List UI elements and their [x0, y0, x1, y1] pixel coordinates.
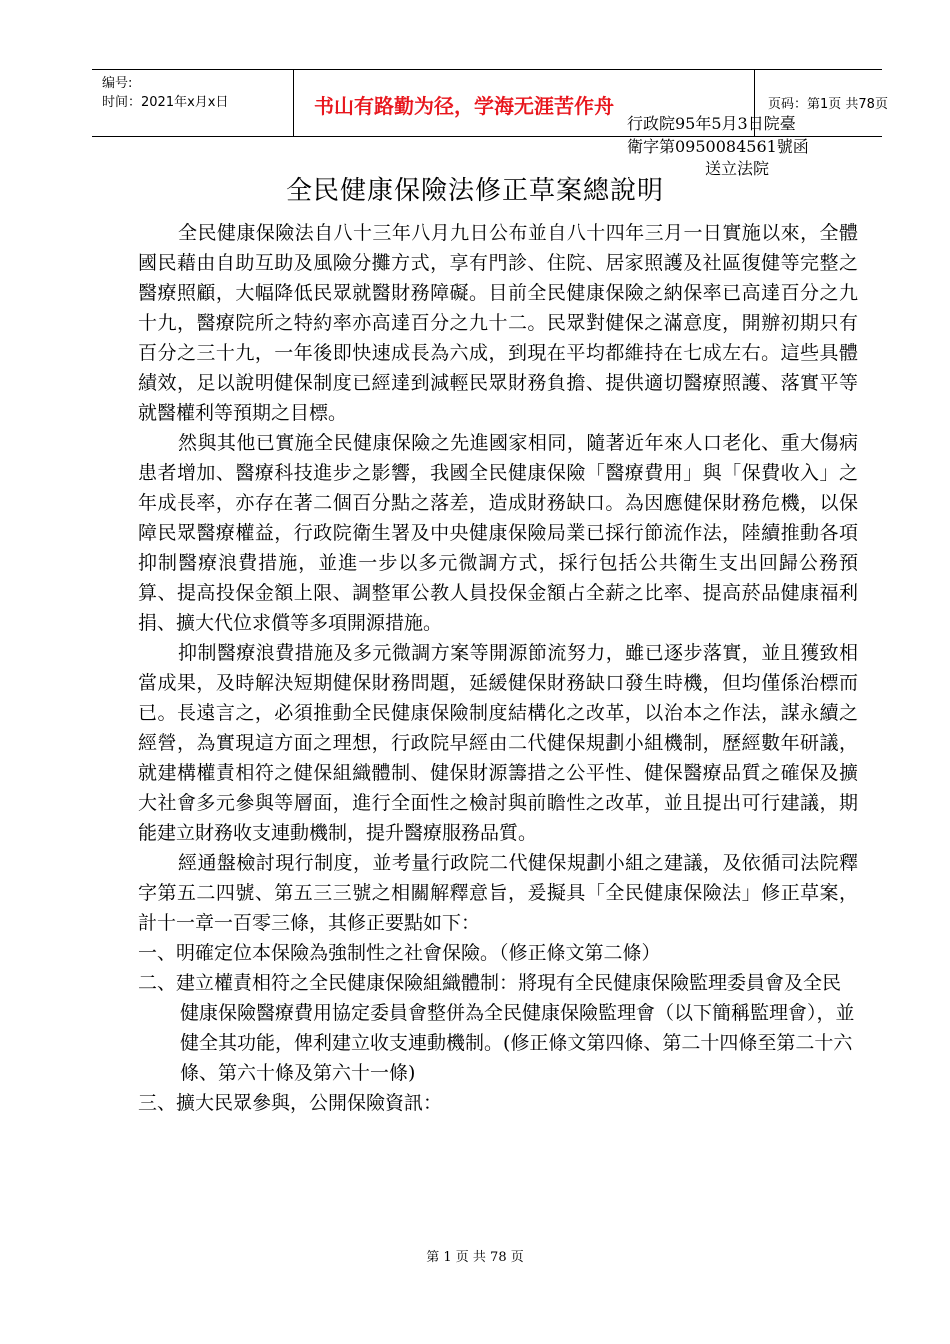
- page-code: 页码：第1页 共78页: [768, 97, 888, 112]
- paragraph-1: 全民健康保險法自八十三年八月九日公布並自八十四年三月一日實施以來，全體國民藉由自助互助及風險分攤方式，享有門診、住院、居家照護及社區復健等完整之醫療照顧，大幅降低民眾就醫財務障礙。目前全民健康保險之納保率已高達百分之九十九，醫療院所之特約率亦高達百分之九十二。民眾對健保之滿意度，開辦初期只有百分之三十九，一年後即快速成長為六成，到現在平均都維持在七成左右。這些具體績效，足以說明健保制度已經達到減輕民眾財務負擔、提供適切醫療照護、落實平等就醫權利等預期之目標。: [138, 222, 858, 424]
- list-item-1: 一、明確定位本保險為強制性之社會保險。（修正條文第二條）: [138, 942, 661, 964]
- page-footer: 第 1 页 共 78 页: [426, 1250, 524, 1265]
- paragraph-3: 抑制醫療浪費措施及多元微調方案等開源節流努力，雖已逐步落實，並且獲致相當成果，及時解決短期健保財務問題，延緩健保財務缺口發生時機，但均僅係治標而已。長遠言之，必須推動全民健康保險制度結構化之改革，以治本之作法，謀永續之經營，為實現這方面之理想，行政院早經由二代健保規劃小組機制，歷經數年研議，就建構權責相符之健保組織體制、健保財源籌措之公平性、健保醫療品質之確保及擴大社會多元參與等層面，進行全面性之檢討與前瞻性之改革，並且提出可行建議，期能建立財務收支連動機制，提升醫療服務品質。: [138, 642, 858, 844]
- document-title: 全民健康保險法修正草案總說明: [285, 176, 664, 206]
- document-body: [138, 218, 858, 1118]
- time-label: 时间：2021年x月x日: [102, 95, 229, 110]
- serial-label: 编号:: [102, 76, 133, 91]
- paragraph-4: 經通盤檢討現行制度，並考量行政院二代健保規劃小組之建議，及依循司法院釋字第五二四號、第五三三號之相關解釋意旨，爰擬具「全民健康保險法」修正草案，計十一章一百零三條，其修正要點如下：: [138, 852, 858, 934]
- list-item-2: 二、建立權責相符之全民健康保險組織體制：將現有全民健康保險監理委員會及全民健康保險醫療費用協定委員會整併為全民健康保險監理會（以下簡稱監理會），並健全其功能，俾利建立收支連動機制。(修正條文第四條、第二十四條至第二十六條、第六十條及第六十一條): [138, 972, 855, 1084]
- doc-reference-line-2: 衛字第0950084561號函: [627, 137, 809, 156]
- doc-reference-line-3: 送立法院: [705, 159, 770, 178]
- motto: 书山有路勤为径，学海无涯苦作舟: [314, 94, 614, 118]
- paragraph-2: 然與其他已實施全民健康保險之先進國家相同，隨著近年來人口老化、重大傷病患者增加、醫療科技進步之影響，我國全民健康保險「醫療費用」與「保費收入」之年成長率，亦存在著二個百分點之落差，造成財務缺口。為因應健保財務危機，以保障民眾醫療權益，行政院衛生署及中央健康保險局業已採行節流作法，陸續推動各項抑制醫療浪費措施，並進一步以多元微調方式，採行包括公共衛生支出回歸公務預算、提高投保金額上限、調整軍公教人員投保金額占全薪之比率、提高菸品健康福利捐、擴大代位求償等多項開源措施。: [138, 432, 858, 634]
- doc-reference-line-1: 行政院95年5月3日院臺: [627, 114, 796, 133]
- header-meta-cell: [92, 70, 293, 136]
- list-item-3: 三、擴大民眾參與，公開保險資訊：: [138, 1092, 443, 1114]
